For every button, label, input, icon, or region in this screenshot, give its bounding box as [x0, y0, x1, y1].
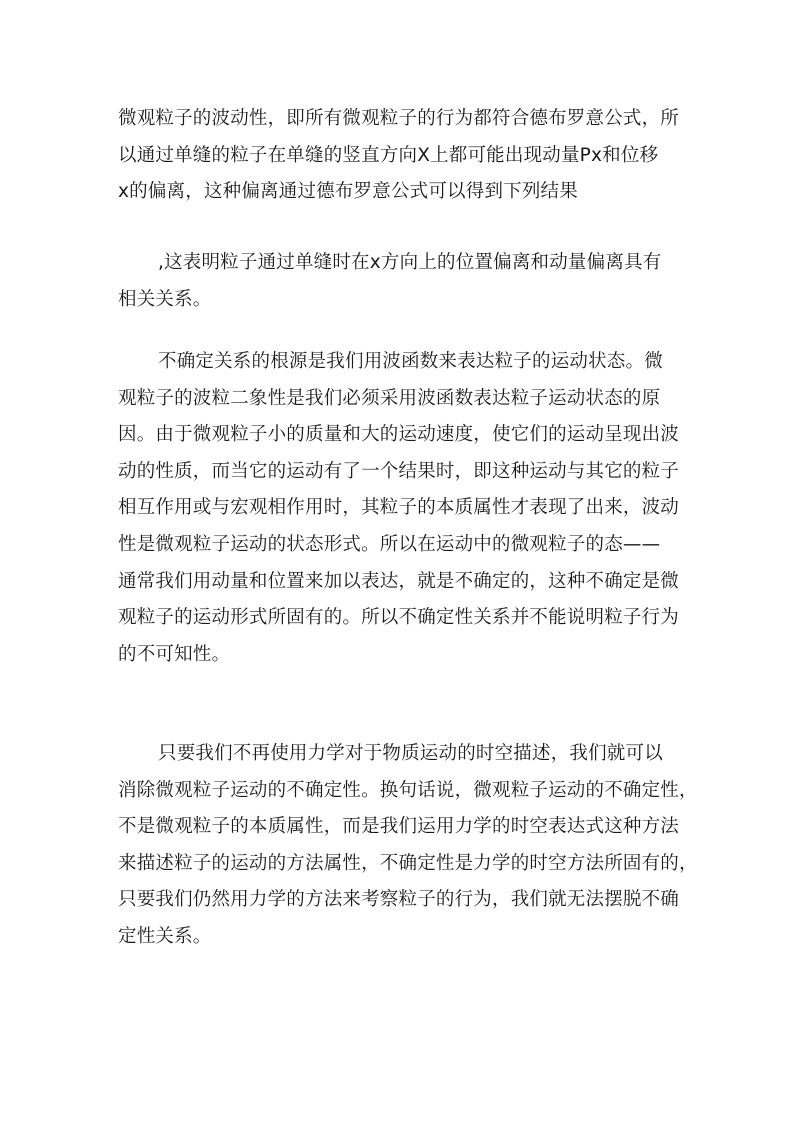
text-line: 只要我们不再使用力学对于物质运动的时空描述，我们就可以 — [158, 743, 663, 764]
paragraph-3 — [118, 344, 688, 673]
text-line: 观粒子的波粒二象性是我们必须采用波函数表达粒子运动状态的原 — [118, 387, 661, 409]
text-line: 观粒子的运动形式所固有的。所以不确定性关系并不能说明粒子行为 — [118, 607, 680, 629]
text-line: 相互作用或与宏观相作用时，其粒子的本质属性才表现了出来，波动 — [118, 497, 680, 519]
text-line: 动的性质，而当它的运动有了一个结果时，即这种运动与其它的粒子 — [118, 460, 680, 482]
text-line: 相关关系。 — [118, 288, 212, 310]
text-line: 微观粒子的波动性，即所有微观粒子的行为都符合德布罗意公式，所 — [118, 108, 680, 129]
text-line: 的不可知性。 — [118, 643, 231, 665]
text-line: 不是微观粒子的本质属性，而是我们运用力学的时空表达式这种方法 — [118, 816, 680, 838]
text-line: 不确定关系的根源是我们用波函数来表达粒子的运动状态。微 — [158, 351, 663, 372]
text-line: 以通过单缝的粒子在单缝的竖直方向X上都可能出现动量Px和位移 — [118, 144, 659, 166]
text-line: 性是微观粒子运动的状态形式。所以在运动中的微观粒子的态—— — [118, 533, 661, 555]
paragraph-1 — [118, 101, 688, 211]
text-line: 定性关系。 — [118, 925, 212, 947]
text-line: x的偏离，这种偏离通过德布罗意公式可以得到下列结果 — [118, 181, 578, 203]
paragraph-2 — [118, 245, 688, 318]
text-line: 通常我们用动量和位置来加以表达，就是不确定的，这种不确定是微 — [118, 570, 680, 592]
paragraph-4 — [118, 736, 698, 956]
text-line: 只要我们仍然用力学的方法来考察粒子的行为，我们就无法摆脱不确 — [118, 889, 680, 911]
text-line: 因。由于微观粒子小的质量和大的运动速度，使它们的运动呈现出波 — [118, 424, 680, 446]
text-line: ,这表明粒子通过单缝时在x方向上的位置偏离和动量偏离具有 — [158, 252, 662, 273]
text-line: 来描述粒子的运动的方法属性，不确定性是力学的时空方法所固有的， — [118, 852, 698, 874]
text-line: 消除微观粒子运动的不确定性。换句话说，微观粒子运动的不确定性， — [118, 779, 698, 801]
